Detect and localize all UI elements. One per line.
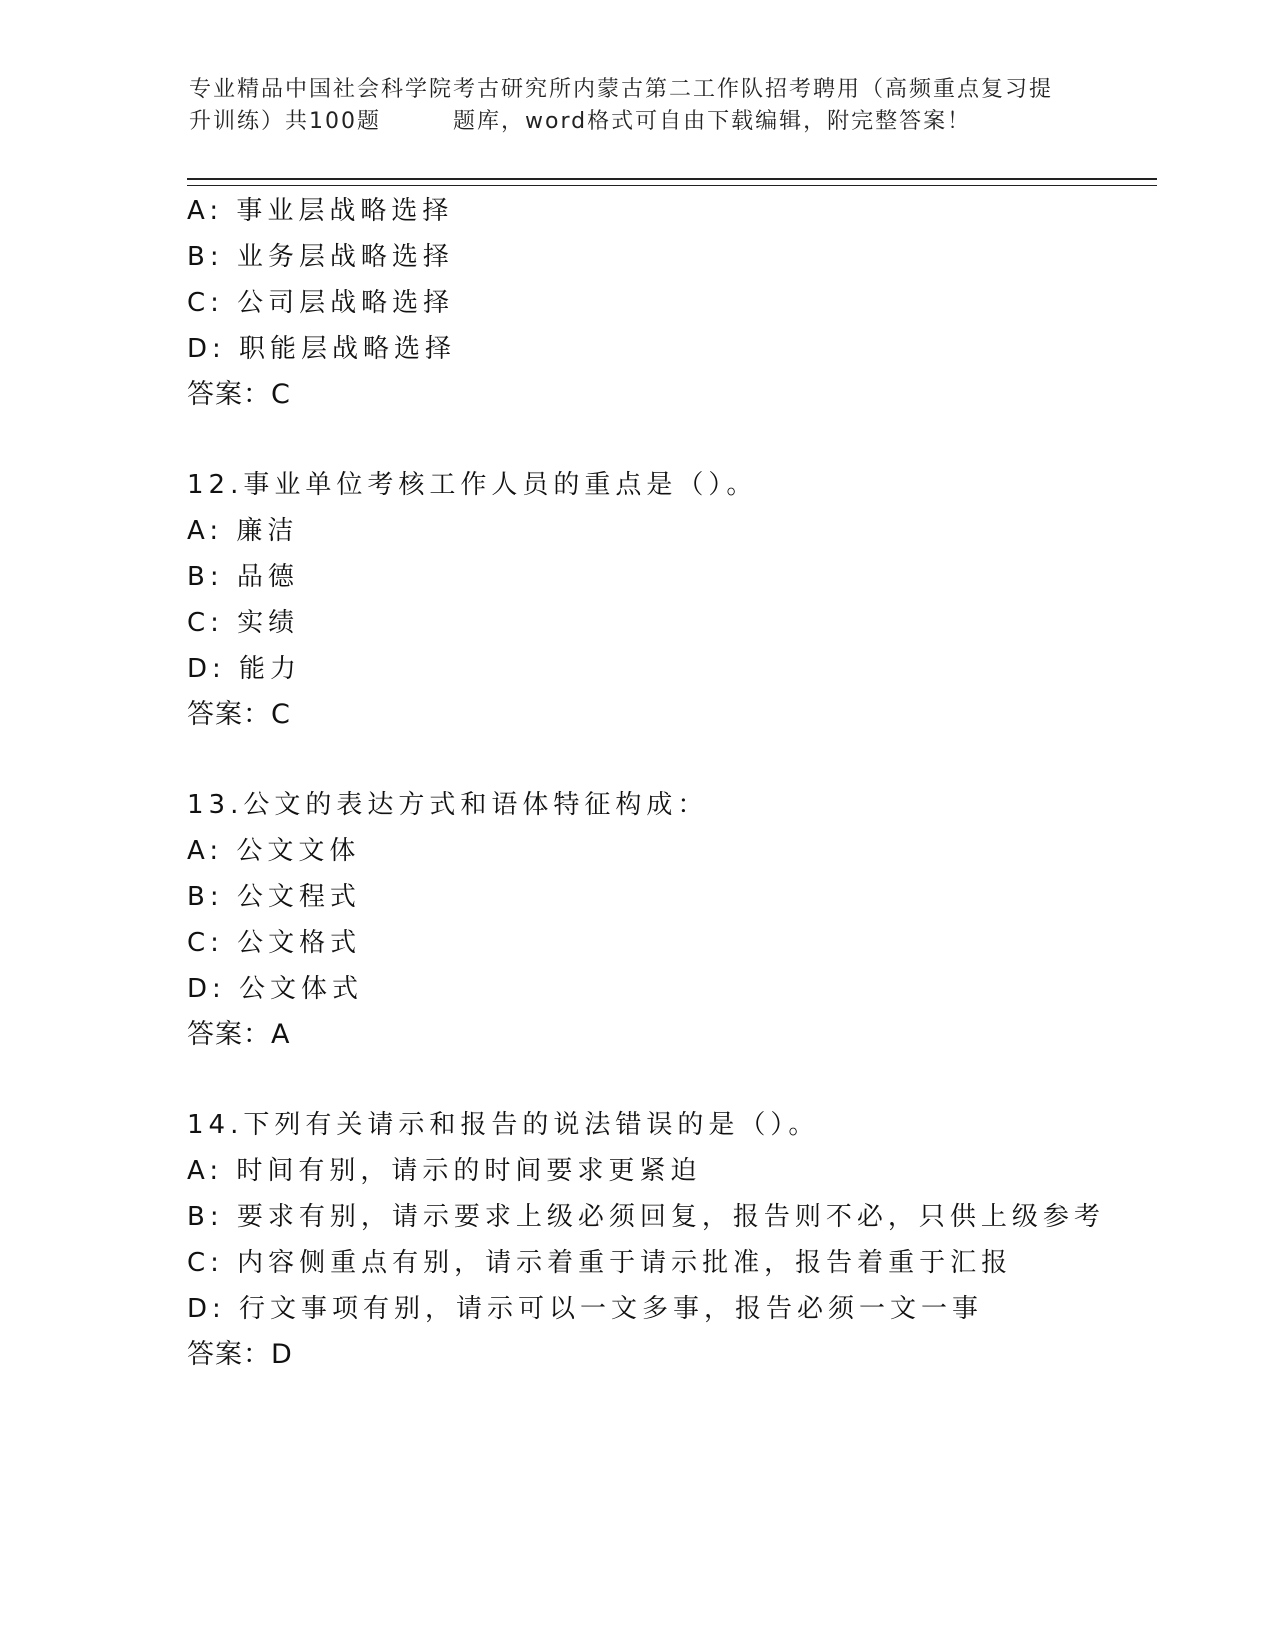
header-line-2-part-a: 升训练）共100题: [189, 109, 381, 134]
option-d: D: 公文体式: [187, 974, 364, 1004]
option-d: D: 行文事项有别，请示可以一文多事，报告必须一文一事: [187, 1294, 984, 1324]
question-block-14: [187, 1102, 1147, 1378]
answer: 答案：D: [187, 1339, 293, 1370]
header-line-1: 专业精品中国社会科学院考古研究所内蒙古第二工作队招考聘用（高频重点复习提: [189, 77, 1054, 102]
answer: 答案：C: [187, 379, 291, 410]
question-block-13: [187, 782, 1147, 1058]
header-line-2: [189, 106, 1089, 138]
option-b: B: 业务层战略选择: [187, 242, 454, 272]
header-divider: [187, 178, 1157, 186]
option-b: B: 要求有别，请示要求上级必须回复，报告则不必，只供上级参考: [187, 1202, 1105, 1232]
option-a: A: 时间有别，请示的时间要求更紧迫: [187, 1156, 702, 1186]
option-a: A: 事业层战略选择: [187, 196, 454, 226]
option-d: D: 能力: [187, 654, 302, 684]
question-block-11: [187, 188, 1147, 418]
option-c: C: 实绩: [187, 608, 300, 638]
question-title: 13.公文的表达方式和语体特征构成：: [187, 790, 709, 820]
header-line-2-part-b: 题库，word格式可自由下载编辑，附完整答案！: [453, 109, 972, 134]
option-c: C: 公司层战略选择: [187, 288, 455, 318]
option-b: B: 公文程式: [187, 882, 361, 912]
question-list: [187, 188, 1147, 1422]
question-title: 12.事业单位考核工作人员的重点是（）。: [187, 470, 758, 500]
option-b: B: 品德: [187, 562, 299, 592]
question-block-12: [187, 462, 1147, 738]
option-d: D: 职能层战略选择: [187, 334, 457, 364]
answer: 答案：C: [187, 699, 291, 730]
option-a: A: 公文文体: [187, 836, 361, 866]
option-c: C: 内容侧重点有别，请示着重于请示批准，报告着重于汇报: [187, 1248, 1013, 1278]
option-a: A: 廉洁: [187, 516, 299, 546]
page-header: [189, 74, 1089, 138]
option-c: C: 公文格式: [187, 928, 362, 958]
answer: 答案：A: [187, 1019, 291, 1050]
question-title: 14.下列有关请示和报告的说法错误的是（）。: [187, 1110, 820, 1140]
